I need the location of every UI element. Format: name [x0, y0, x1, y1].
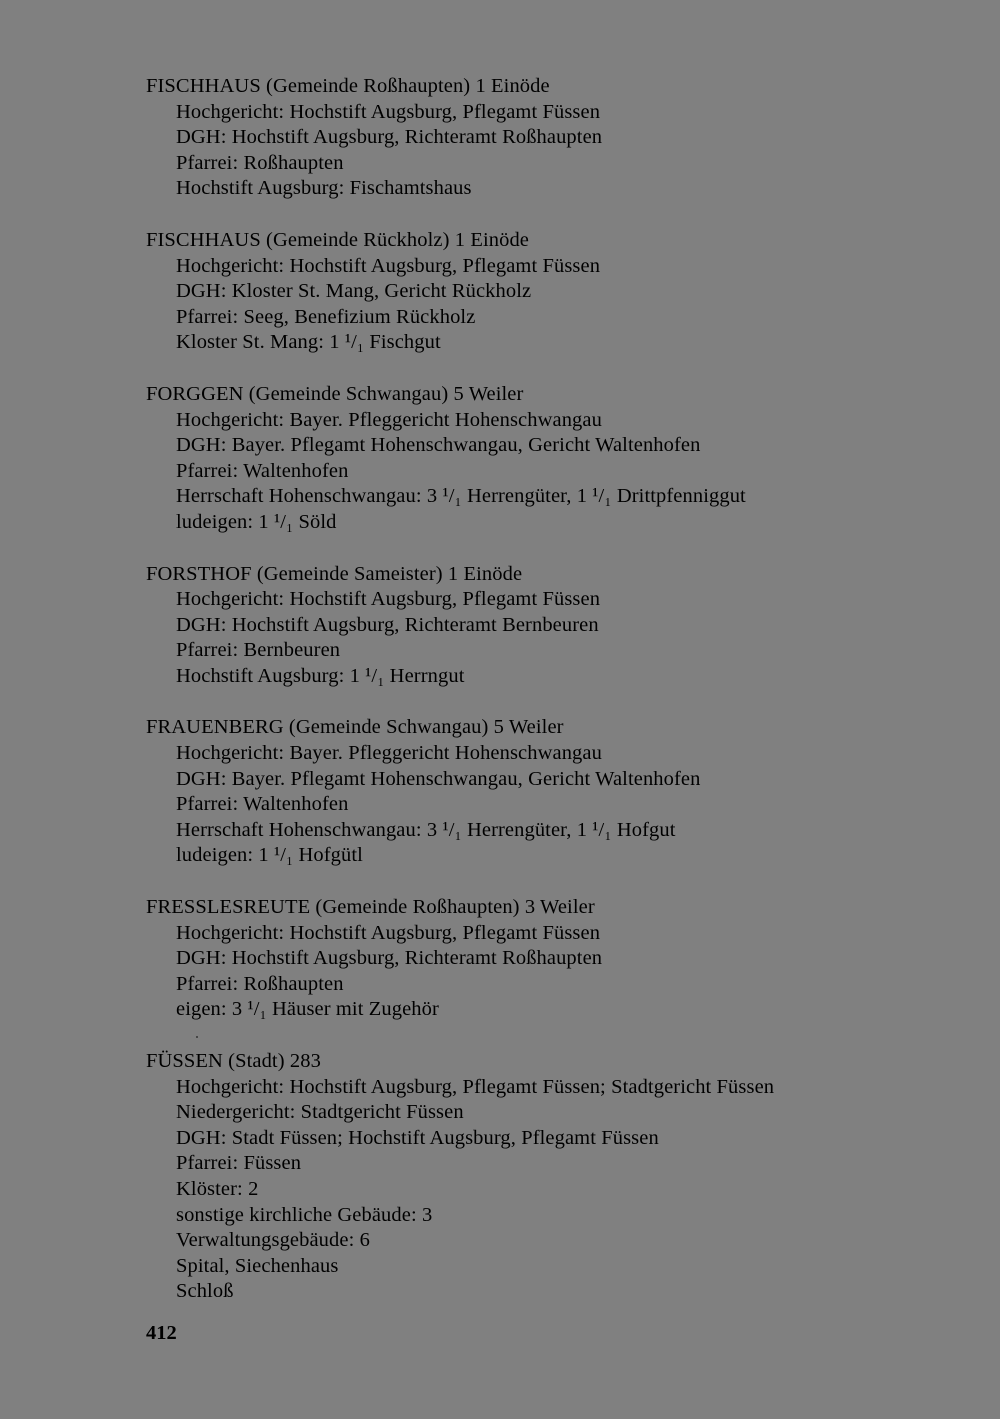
- entry-heading: FRESSLESREUTE (Gemeinde Roßhaupten) 3 Weiler: [146, 896, 595, 919]
- entry-heading: FISCHHAUS (Gemeinde Rückholz) 1 Einöde: [146, 228, 529, 251]
- entry-line: Kloster St. Mang: 1 ¹/₁ Fischgut: [176, 331, 441, 354]
- entry-heading: FÜSSEN (Stadt) 283: [146, 1050, 321, 1072]
- entry-line: Hochstift Augsburg: Fischamtshaus: [176, 177, 472, 200]
- entry-line: ludeigen: 1 ¹/₁ Söld: [176, 510, 337, 533]
- entry-line: DGH: Bayer. Pflegamt Hohenschwangau, Gericht Waltenhofen: [176, 767, 701, 790]
- entry-forsthof: [146, 562, 906, 690]
- entry-heading: FORGGEN (Gemeinde Schwangau) 5 Weiler: [146, 382, 524, 405]
- entry-line: DGH: Bayer. Pflegamt Hohenschwangau, Gericht Waltenhofen: [176, 434, 701, 457]
- entry-line: Klöster: 2: [176, 1177, 259, 1200]
- page-number: 412: [146, 1322, 177, 1344]
- entry-line: Niedergericht: Stadtgericht Füssen: [176, 1101, 464, 1124]
- entry-heading: FRAUENBERG (Gemeinde Schwangau) 5 Weiler: [146, 716, 564, 739]
- entry-line: Pfarrei: Roßhaupten: [176, 972, 344, 995]
- entry-line: DGH: Hochstift Augsburg, Richteramt Roßhaupten: [176, 126, 603, 149]
- entry-line: Pfarrei: Bernbeuren: [176, 639, 341, 662]
- entry-line: Hochgericht: Hochstift Augsburg, Pflegamt Füssen; Stadtgericht Füssen: [176, 1075, 775, 1098]
- entry-line: DGH: Hochstift Augsburg, Richteramt Roßhaupten: [176, 947, 603, 970]
- entry-line: DGH: Kloster St. Mang, Gericht Rückholz: [176, 280, 532, 303]
- entry-heading: FORSTHOF (Gemeinde Sameister) 1 Einöde: [146, 562, 523, 585]
- entry-line: DGH: Hochstift Augsburg, Richteramt Bernbeuren: [176, 613, 599, 636]
- entry-heading: FISCHHAUS (Gemeinde Roßhaupten) 1 Einöde: [146, 75, 550, 97]
- entry-line: Verwaltungsgebäude: 6: [176, 1229, 370, 1252]
- entry-line: Hochgericht: Hochstift Augsburg, Pflegamt Füssen: [176, 254, 601, 277]
- entry-line: Hochstift Augsburg: 1 ¹/₁ Herrngut: [176, 664, 465, 687]
- entry-fresslesreute: [146, 895, 906, 1023]
- entry-line: Schloß: [176, 1280, 234, 1303]
- entry-line: ludeigen: 1 ¹/₁ Hofgütl: [176, 844, 363, 867]
- entry-line: Hochgericht: Hochstift Augsburg, Pflegamt Füssen: [176, 588, 601, 611]
- entry-fischhaus-rueckholz: [146, 228, 906, 356]
- entry-line: Pfarrei: Waltenhofen: [176, 793, 349, 816]
- entry-line: Hochgericht: Bayer. Pfleggericht Hohenschwangau: [176, 742, 602, 765]
- entry-line: Pfarrei: Roßhaupten: [176, 151, 344, 174]
- entry-fuessen: [146, 1049, 906, 1305]
- entry-line: Hochgericht: Hochstift Augsburg, Pflegamt Füssen: [176, 921, 601, 944]
- entry-line: Herrschaft Hohenschwangau: 3 ¹/₁ Herrengüter, 1 ¹/₁ Hofgut: [176, 818, 676, 841]
- entry-line: Spital, Siechenhaus: [176, 1254, 339, 1277]
- entry-frauenberg: [146, 715, 906, 869]
- entry-line: sonstige kirchliche Gebäude: 3: [176, 1203, 433, 1226]
- entry-line: Pfarrei: Füssen: [176, 1152, 302, 1175]
- entry-line: Pfarrei: Seeg, Benefizium Rückholz: [176, 305, 476, 328]
- entry-fischhaus-rosshaupten: [146, 74, 906, 202]
- entry-line: DGH: Stadt Füssen; Hochstift Augsburg, Pflegamt Füssen: [176, 1126, 659, 1149]
- entry-line: eigen: 3 ¹/₁ Häuser mit Zugehör: [176, 998, 439, 1021]
- entry-line: Herrschaft Hohenschwangau: 3 ¹/₁ Herrengüter, 1 ¹/₁ Drittpfenniggut: [176, 485, 746, 508]
- entry-line: Hochgericht: Bayer. Pfleggericht Hohenschwangau: [176, 408, 602, 431]
- entry-line: Pfarrei: Waltenhofen: [176, 459, 349, 482]
- document-body: [146, 74, 906, 1331]
- entry-line: Hochgericht: Hochstift Augsburg, Pflegamt Füssen: [176, 100, 601, 123]
- print-speck: [196, 1036, 198, 1038]
- entry-forggen: [146, 382, 906, 536]
